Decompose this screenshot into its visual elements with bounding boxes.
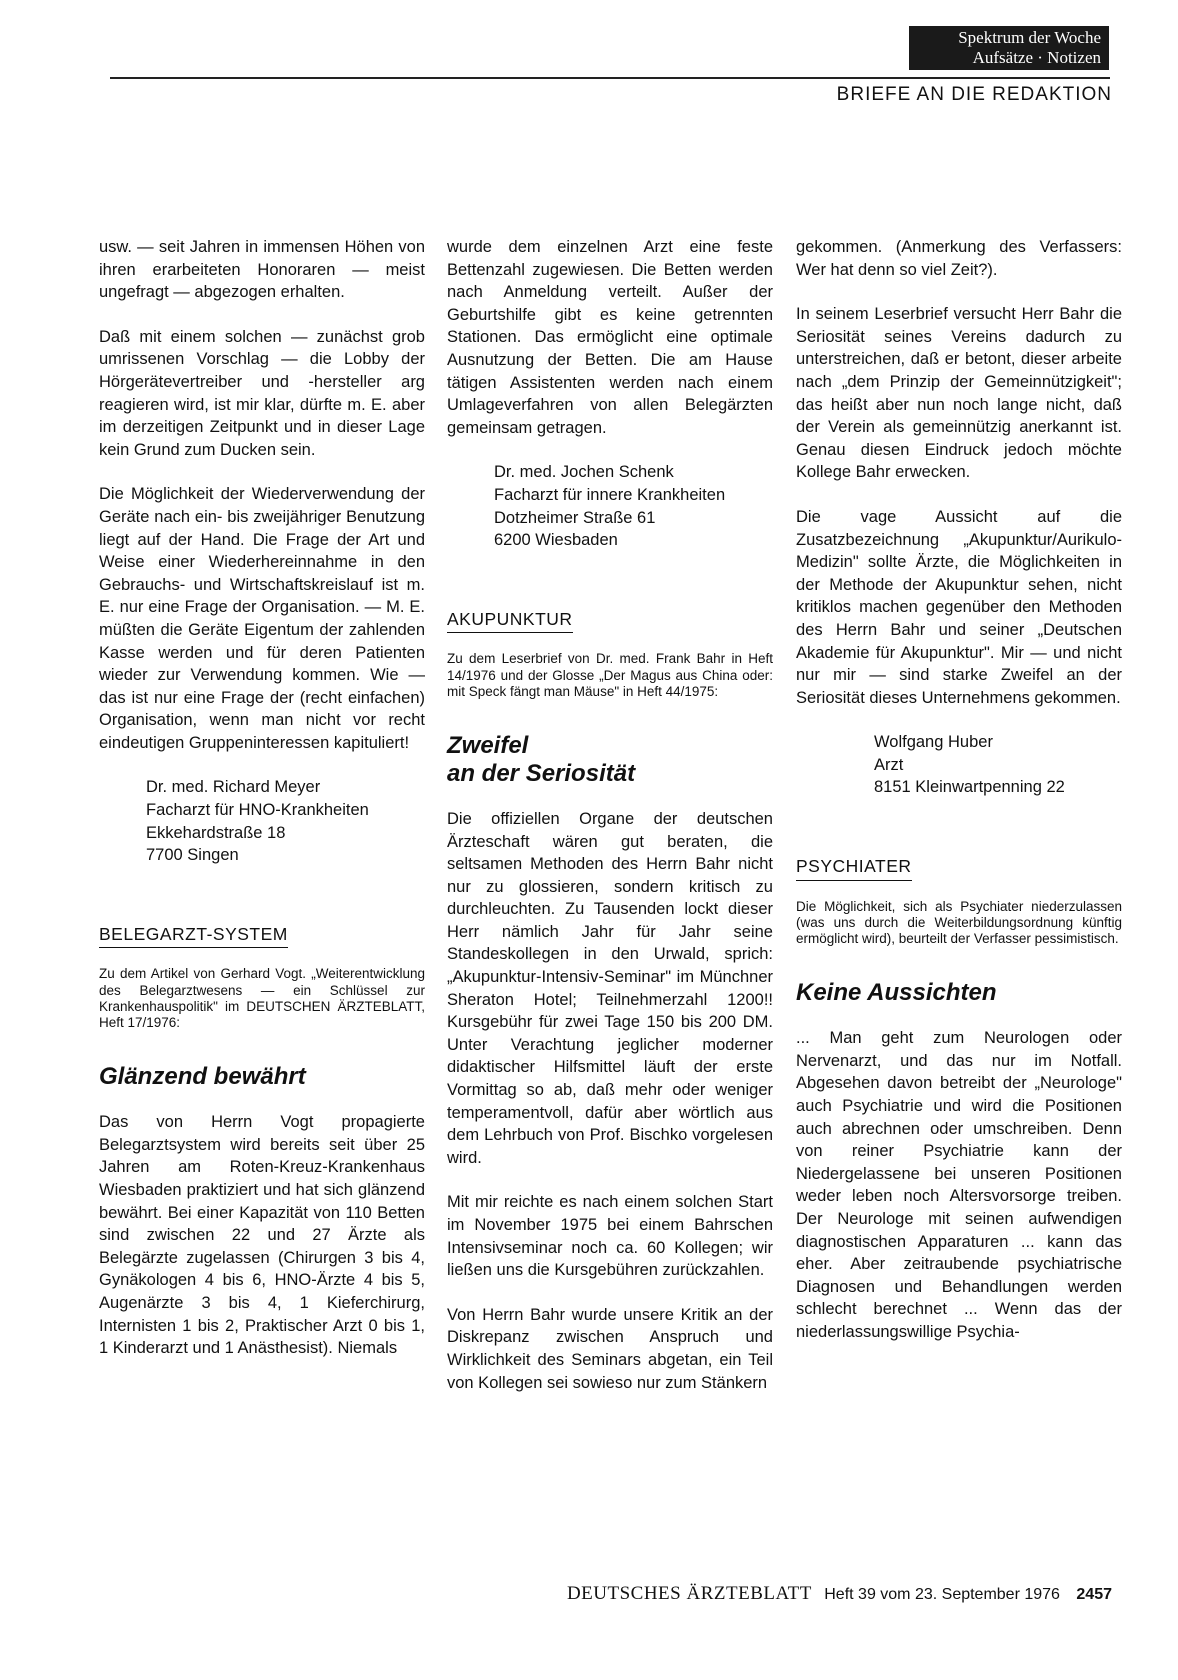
paragraph: Die vage Aussicht auf die Zusatzbezeichnung „Akupunktur/Aurikulo-Medizin" sollte Ärzte, die Möglichkeiten in der Methode der Akupunktur sehen, nicht kritiklos machen gegenüber den Methoden des Herrn Bahr und seiner „Deutschen Akademie für Akupunktur". Mir — und nicht nur mir — sind starke Zweifel an der Seriosität dieses Unternehmens gekommen. [796,507,1122,707]
page-number: 2457 [1076,1586,1112,1603]
signature-line: 7700 Singen [146,846,239,865]
signature-line: 8151 Kleinwartpenning 22 [874,778,1065,797]
signature-line: Dr. med. Richard Meyer [146,778,321,797]
signature-line: 6200 Wiesbaden [494,531,618,550]
signature-line: Dotzheimer Straße 61 [494,508,656,527]
section-badge [909,26,1109,70]
section-heading: BRIEFE AN DIE REDAKTION [836,84,1112,105]
paragraph: gekommen. (Anmerkung des Verfassers: Wer hat denn so viel Zeit?). [796,238,1122,279]
paragraph: wurde dem einzelnen Arzt eine feste Bettenzahl zugewiesen. Die Betten werden nach Anmeldung verteilt. Außer der Geburtshilfe gibt es keine getrennten Stationen. Das ermöglicht eine optimale Ausnutzung der Betten. Die am Hause tätigen Assistenten werden nach einem Umlageverfahren von allen Belegärzten gemeinsam getragen. [447,238,773,437]
signature-line: Ekkehardstraße 18 [146,823,286,842]
issue-info: Heft 39 vom 23. September 1976 [824,1586,1060,1603]
column-3 [796,236,1122,1366]
signature-block [796,731,1122,799]
signature-line: Facharzt für HNO-Krankheiten [146,801,369,820]
paragraph: usw. — seit Jahren in immensen Höhen von ihren erarbeiteten Honoraren — meist ungefragt — abgezogen erhalten. [99,238,425,302]
paragraph: Mit mir reichte es nach einem solchen Start im November 1975 bei einem Bahrschen Intensivseminar noch ca. 60 Kollegen; wir ließen uns die Kursgebühren zurückzahlen. [447,1193,773,1280]
badge-line-1: Spektrum der Woche [958,28,1101,47]
column-2 [447,236,773,1416]
intro-text: Zu dem Leserbrief von Dr. med. Frank Bahr in Heft 14/1976 und der Glosse „Der Magus aus China oder: mit Speck fängt man Mäuse" in Heft 44/1975: [447,651,773,699]
topic-heading: PSYCHIATER [796,855,912,881]
header-rule [110,77,1110,79]
paragraph: Die offiziellen Organe der deutschen Ärzteschaft wären gut beraten, die seltsamen Methoden des Herrn Bahr nicht nur zu glossieren, sondern kritisch zu durchleuchten. Zu Tausenden lockt dieser Herr nämlich Jahr für Jahr seine Standeskollegen in den Urwald, sprich: „Akupunktur-Intensiv-Seminar" im Münchner Sheraton Hotel; Teilnehmerzahl 1200!! Kursgebühr für zwei Tage 150 bis 200 DM. Unter Verachtung jeglicher moderner didaktischer Hilfsmittel läuft der erste Vormittag so ab, daß mehr oder weniger temperamentvoll, dafür aber wörtlich aus dem Lehrbuch von Prof. Bischko vorgelesen wird. [447,809,773,1167]
topic-heading: AKUPUNKTUR [447,608,573,634]
signature-line: Dr. med. Jochen Schenk [494,463,674,482]
signature-block [447,461,773,551]
headline-line: an der Seriosität [447,759,636,787]
signature-line: Facharzt für innere Krankheiten [494,485,726,504]
column-1 [99,236,425,1382]
article-headline: Keine Aussichten [796,979,997,1007]
intro-text: Zu dem Artikel von Gerhard Vogt. „Weiterentwicklung des Belegarztwesens — ein Schlüssel zur Krankenhauspolitik" im DEUTSCHEN ÄRZTEBLATT, Heft 17/1976: [99,966,425,1031]
signature-line: Arzt [874,755,904,774]
signature-block [99,776,425,866]
intro-text: Die Möglichkeit, sich als Psychiater niederzulassen (was uns durch die Weiterbildungsordnung künftig ermöglicht wird), beurteilt der Verfasser pessimistisch. [796,898,1122,947]
article-headline [447,732,773,788]
signature-line: Wolfgang Huber [874,733,993,752]
topic-heading: BELEGARZT-SYSTEM [99,923,288,949]
paragraph: Von Herrn Bahr wurde unsere Kritik an der Diskrepanz zwischen Anspruch und Wirklichkeit des Seminars abgetan, ein Teil von Kollegen sei sowieso nur zum Stänkern [447,1305,773,1392]
article-headline: Glänzend bewährt [99,1063,306,1091]
badge-line-2: Aufsätze · Notizen [972,48,1101,67]
paragraph: Die Möglichkeit der Wiederverwendung der Geräte nach ein- bis zweijähriger Benutzung liegt auf der Hand. Die Frage der Art und Weise einer Wiederhereinnahme in den Gebrauchs- und Wirtschaftskreislauf ist m. E. nur eine Frage der Organisation. — M. E. müßten die Geräte Eigentum der zahlenden Kasse werden und für deren Patienten wieder zur Verwendung kommen. Wie — das ist nur eine Frage der (recht einfachen) Organisation, wenn man nicht vor recht eindeutigen Gruppeninteressen kapituliert! [99,485,425,752]
magazine-title: DEUTSCHES ÄRZTEBLATT [566,1583,812,1604]
page-footer [430,1583,1112,1605]
paragraph: Das von Herrn Vogt propagierte Belegarztsystem wird bereits seit über 25 Jahren am Roten-Kreuz-Krankenhaus Wiesbaden praktiziert und hat sich glänzend bewährt. Bei einer Kapazität von 110 Betten sind zwischen 22 und 27 Ärzte als Belegärzte zugelassen (Chirurgen 3 bis 4, Gynäkologen 4 bis 6, HNO-Ärzte 4 bis 5, Augenärzte 3 bis 4, 1 Kieferchirurg, Internisten 1 bis 2, Praktischer Arzt 0 bis 1, 1 Kinderarzt und 1 Anästhesist). Niemals [99,1113,425,1358]
paragraph: ... Man geht zum Neurologen oder Nervenarzt, und das nur im Notfall. Abgesehen davon betreibt der „Neurologe" auch Psychiatrie und wird die Positionen auch abrechnen oder umschreiben. Denn von reiner Psychiatrie kann der Niedergelassene bei unseren Positionen weder leben noch Altersvorsorge treiben. Der Neurologe mit seinen aufwendigen diagnostischen Apparaturen ... kann das eher. Aber zeitraubende psychiatrische Diagnosen und Behandlungen werden schlecht berechnet ... Wenn das der niederlassungswillige Psychia- [796,1029,1122,1341]
paragraph: Daß mit einem solchen — zunächst grob umrissenen Vorschlag — die Lobby der Hörgerätevertreiber und -hersteller arg reagieren wird, ist mir klar, dürfte m. E. aber im derzeitigen Zeitpunkt und in dieser Lage kein Grund zum Ducken sein. [99,327,425,459]
headline-line: Zweifel [447,731,529,759]
paragraph: In seinem Leserbrief versucht Herr Bahr die Seriosität seines Vereins dadurch zu unterstreichen, daß er betont, dieser arbeite nach „dem Prinzip der Gemeinnützigkeit"; das heißt aber nun noch lange nicht, daß der Verein als gemeinnützig anerkannt ist. Genau diesen Eindruck jedoch möchte Kollege Bahr erwecken. [796,305,1122,482]
